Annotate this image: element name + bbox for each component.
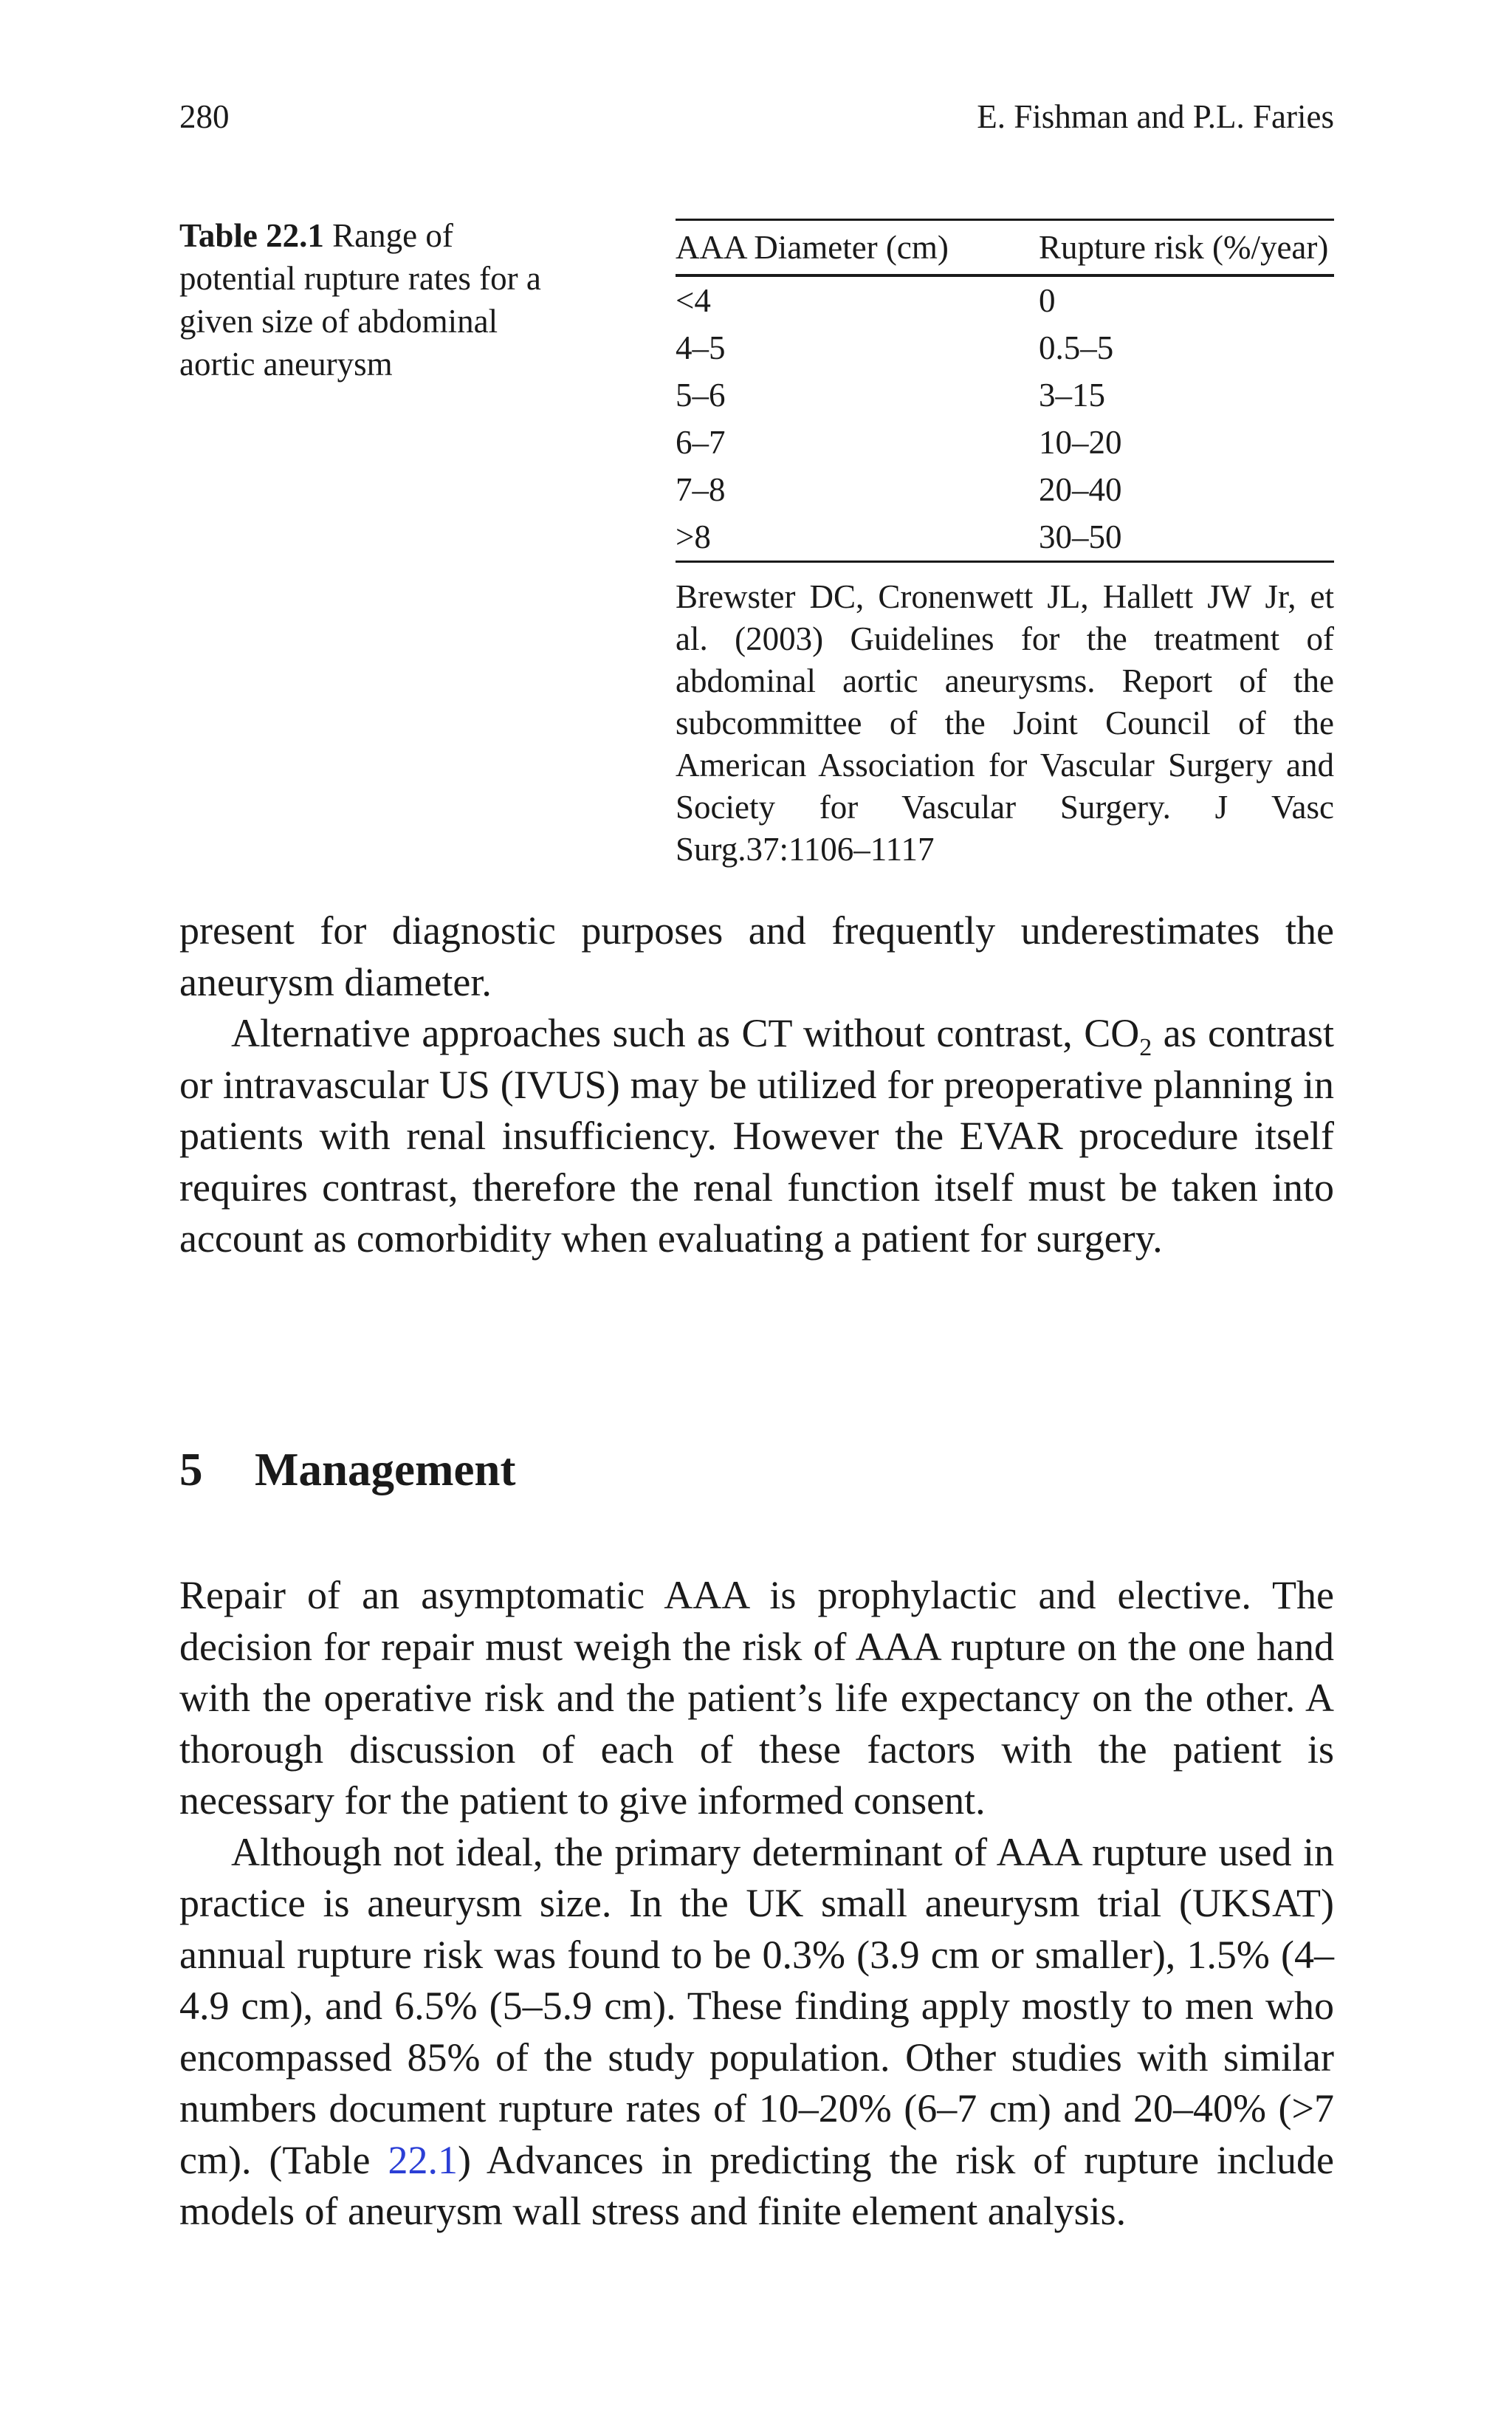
body-text-management bbox=[179, 1570, 1334, 2238]
table-row bbox=[676, 466, 1334, 513]
table-cell-risk: 20–40 bbox=[1039, 471, 1122, 508]
table-row bbox=[676, 371, 1334, 419]
table-cell-diameter: 4–5 bbox=[676, 329, 726, 366]
column-header-diameter: AAA Diameter (cm) bbox=[676, 229, 949, 266]
paragraph-text: Although not ideal, the primary determinant of AAA rupture used in practice is aneurysm size. In the UK small aneurysm trial (UKSAT) annual rupture risk was found to be 0.3% (3.9 cm or smaller), 1.5% (4–4.9 cm), and 6.5% (5–5.9 cm). These finding apply mostly to men who encompassed 85% of the study population. Other studies with similar numbers document rupture rates of 10–20% (6–7 cm) and 20–40% (>7 cm). (Table bbox=[179, 1829, 1334, 2182]
paragraph: present for diagnostic purposes and frequently underestimates the aneurysm diameter. bbox=[179, 908, 1334, 1004]
table-bottom-rule bbox=[676, 561, 1334, 563]
subscript: 2 bbox=[1139, 1033, 1152, 1061]
table-cell-risk: 0 bbox=[1039, 282, 1056, 319]
rupture-risk-table bbox=[676, 219, 1334, 871]
table-cell-diameter: 6–7 bbox=[676, 424, 726, 461]
table-caption-text: Range of potential rupture rates for a given size of abdominal aortic aneurysm bbox=[179, 217, 541, 383]
table-cell-risk: 0.5–5 bbox=[1039, 329, 1114, 366]
table-cell-diameter: 5–6 bbox=[676, 377, 726, 414]
section-number: 5 bbox=[179, 1444, 203, 1495]
table-row bbox=[676, 324, 1334, 371]
paragraph-text: ) Advances in predicting the risk of rupture include models of aneurysm wall stress and finite element analysis. bbox=[179, 2137, 1334, 2233]
paragraph-renal bbox=[179, 1008, 1334, 1265]
paragraph-text: as contrast or intravascular US (IVUS) may be utilized for preoperative planning in patients with renal insufficiency. However the EVAR procedure itself requires contrast, therefore the renal function itself must be taken into account as comorbidity when evaluating a patient for surgery. bbox=[179, 1011, 1334, 1261]
table-reference-link[interactable]: 22.1 bbox=[388, 2137, 458, 2182]
column-header-rupture-risk: Rupture risk (%/year) bbox=[1039, 229, 1329, 266]
table-row bbox=[676, 513, 1334, 561]
table-grid bbox=[676, 221, 1334, 274]
paragraph: Repair of an asymptomatic AAA is prophylactic and elective. The decision for repair must weigh the risk of AAA rupture on the one hand with the operative risk and the patient’s life expectancy on the other. A thorough discussion of each of these factors with the patient is necessary for the patient to give informed consent. bbox=[179, 1573, 1334, 1823]
body-text-upper bbox=[179, 905, 1334, 1265]
section-heading bbox=[179, 1440, 515, 1499]
table-cell-diameter: <4 bbox=[676, 282, 711, 319]
table-cell-risk: 3–15 bbox=[1039, 377, 1105, 414]
paragraph-rupture bbox=[179, 1827, 1334, 2238]
table-cell-risk: 30–50 bbox=[1039, 518, 1122, 555]
table-header-row bbox=[676, 221, 1334, 274]
table-caption bbox=[179, 214, 571, 385]
table-cell-diameter: >8 bbox=[676, 518, 711, 555]
running-header-authors: E. Fishman and P.L. Faries bbox=[977, 98, 1334, 135]
table-row bbox=[676, 419, 1334, 466]
running-header bbox=[179, 95, 1334, 139]
table-caption-label: Table 22.1 bbox=[179, 217, 324, 254]
table-cell-diameter: 7–8 bbox=[676, 471, 726, 508]
paragraph-text: Alternative approaches such as CT without contrast, CO bbox=[231, 1011, 1140, 1055]
table-row bbox=[676, 277, 1334, 324]
section-title: Management bbox=[255, 1444, 516, 1495]
table-body bbox=[676, 277, 1334, 561]
table-cell-risk: 10–20 bbox=[1039, 424, 1122, 461]
table-source-note: Brewster DC, Cronenwett JL, Hallett JW Jr, et al. (2003) Guidelines for the treatment of abdominal aortic aneurysms. Report of the subcommittee of the Joint Council of the American Association for Vascular Surgery and Society for Vascular Surgery. J Vasc Surg.37:1106–1117 bbox=[676, 578, 1334, 868]
page-number: 280 bbox=[179, 98, 230, 135]
